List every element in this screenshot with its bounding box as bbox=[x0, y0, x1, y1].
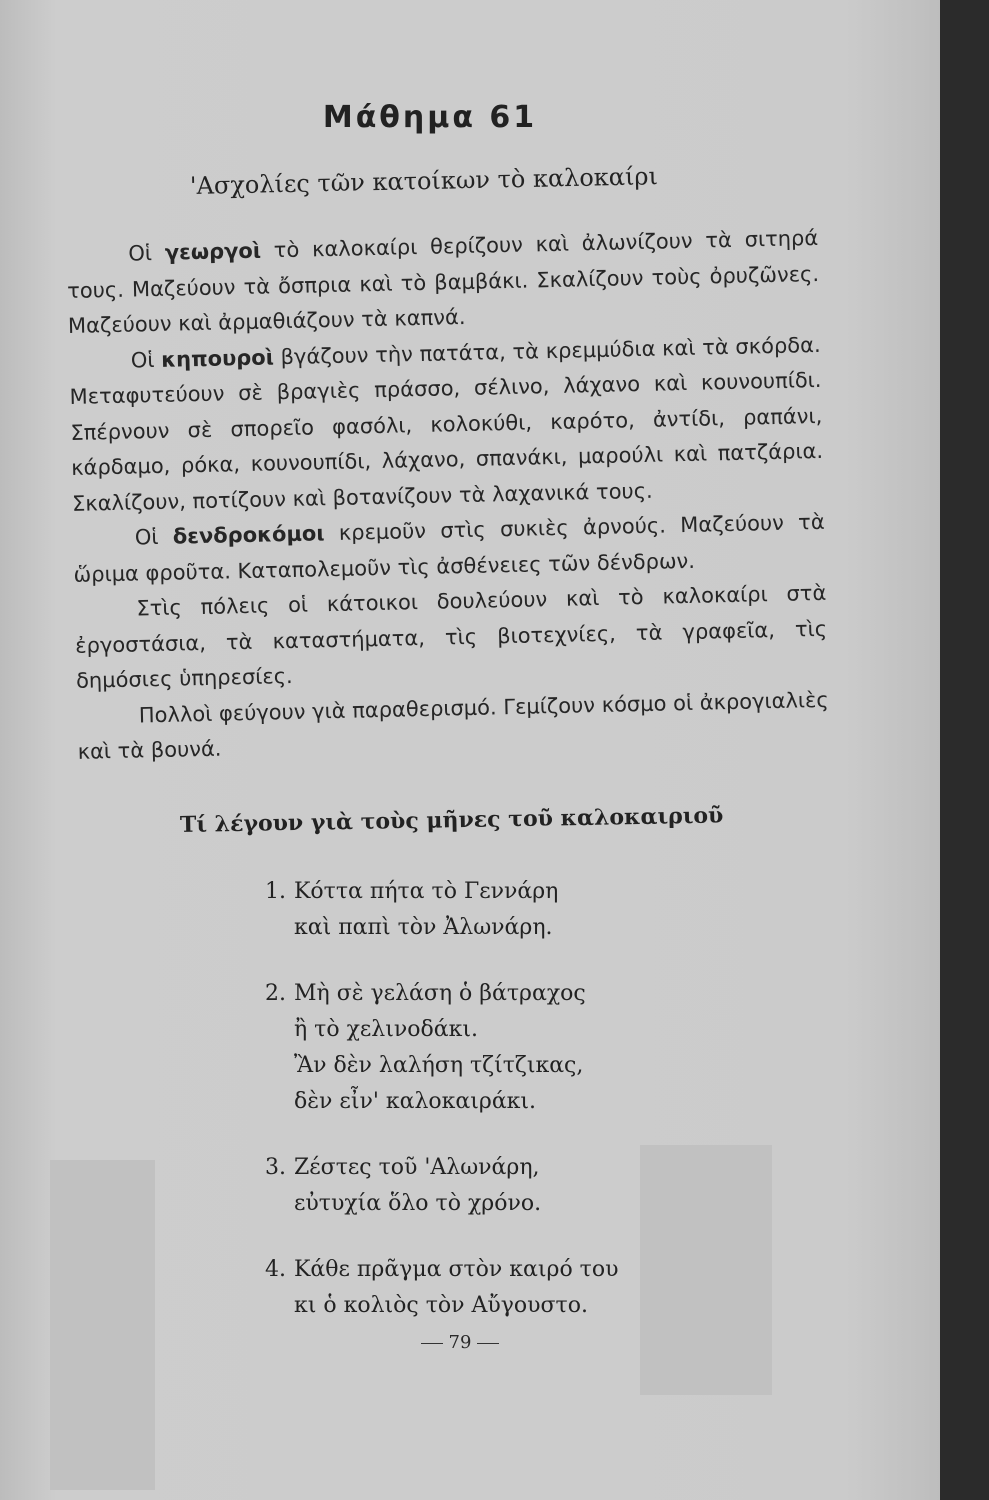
paragraph-gardeners: Οἱ κηπουροὶ βγάζουν τὴν πατάτα, τὰ κρεμμύδια καὶ τὰ σκόρδα. Μεταφυτεύουν σὲ βραγιὲς πράσσο, σέλινο, λάχανο καὶ κουνουπίδι. Σπέρνουν σὲ σπορεῖο φασόλι, κολοκύθι, καρότο, ἀντίδι, ραπάνι, κάρδαμο, ρόκα, κουνουπίδι, λάχανο, σπανάκι, μαρούλι καὶ πατζάρια. Σκαλίζουν, ποτίζουν καὶ βοτανίζουν τὰ λαχανικά τους. bbox=[69, 332, 824, 516]
saying-line: Μὴ σὲ γελάση ὁ βάτραχος bbox=[294, 981, 586, 1006]
saying-number: 2. bbox=[265, 981, 286, 1006]
saying-lines bbox=[294, 874, 558, 946]
saying-line: καὶ παπὶ τὸν Ἀλωνάρη. bbox=[294, 915, 553, 940]
saying-item bbox=[248, 1252, 668, 1324]
page-number-value: 79 bbox=[448, 1332, 472, 1353]
saying-line: δὲν εἶν' καλοκαιράκι. bbox=[294, 1089, 537, 1114]
lesson-title: Μάθημα 61 bbox=[322, 100, 538, 135]
saying-item bbox=[248, 874, 668, 946]
bold-term: δενδροκόμοι bbox=[172, 521, 325, 549]
saying-item bbox=[248, 976, 668, 1120]
bold-term: κηπουροὶ bbox=[160, 344, 275, 372]
saying-item bbox=[248, 1150, 668, 1222]
page-number bbox=[380, 1332, 540, 1353]
saying-line: κι ὁ κολιὸς τὸν Αὔγουστο. bbox=[294, 1293, 588, 1318]
saying-line: Κάθε πρᾶγμα στὸν καιρό του bbox=[294, 1257, 619, 1282]
saying-line: Ἂν δὲν λαλήση τζίτζικας, bbox=[294, 1053, 584, 1078]
bold-term: γεωργοὶ bbox=[164, 238, 262, 265]
lesson-subtitle: 'Ασχολίες τῶν κατοίκων τὸ καλοκαίρι bbox=[189, 162, 659, 200]
dash-right bbox=[477, 1343, 499, 1344]
dash-left bbox=[421, 1343, 443, 1344]
sayings-list bbox=[248, 874, 668, 1354]
saying-lines bbox=[294, 1150, 541, 1222]
saying-line: ἢ τὸ χελινοδάκι. bbox=[294, 1017, 478, 1042]
paragraph-vacation: Πολλοὶ φεύγουν γιὰ παραθερισμό. Γεμίζουν κόσμο οἱ ἀκρογιαλιὲς καὶ τὰ βουνά. bbox=[77, 687, 829, 764]
saying-lines bbox=[294, 1252, 618, 1324]
sayings-heading: Τί λέγουν γιὰ τοὺς μῆνες τοῦ καλοκαιριοῦ bbox=[179, 802, 724, 838]
print-shadow-left bbox=[50, 1160, 155, 1490]
saying-line: Ζέστες τοῦ 'Αλωνάρη, bbox=[294, 1155, 540, 1180]
saying-number: 4. bbox=[265, 1257, 286, 1282]
lesson-text bbox=[66, 221, 830, 770]
saying-number: 3. bbox=[265, 1155, 286, 1180]
saying-line: Κόττα πήτα τὸ Γεννάρη bbox=[294, 879, 559, 904]
saying-lines bbox=[294, 976, 586, 1120]
paragraph-farmers: Οἱ γεωργοὶ τὸ καλοκαίρι θερίζουν καὶ ἀλωνίζουν τὰ σιτηρά τους. Μαζεύουν τὰ ὄσπρια καὶ τὸ βαμβάκι. Σκαλίζουν τοὺς ὀρυζῶνες. Μαζεύουν καὶ ἀρμαθιάζουν τὰ καπνά. bbox=[66, 225, 820, 338]
saying-number: 1. bbox=[265, 879, 286, 904]
saying-line: εὐτυχία ὅλο τὸ χρόνο. bbox=[294, 1191, 542, 1216]
paragraph-arborists: Οἱ δενδροκόμοι κρεμοῦν στὶς συκιὲς ἀρνούς. Μαζεύουν τὰ ὥριμα φροῦτα. Καταπολεμοῦν τὶς ἀσθένειες τῶν δένδρων. bbox=[73, 509, 825, 587]
paragraph-cities: Στὶς πόλεις οἱ κάτοικοι δουλεύουν καὶ τὸ καλοκαίρι στὰ ἐργοστάσια, τὰ καταστήματα, τὶς βιοτεχνίες, τὰ γραφεῖα, τὶς δημόσιες ὑπηρεσίες. bbox=[74, 580, 828, 693]
